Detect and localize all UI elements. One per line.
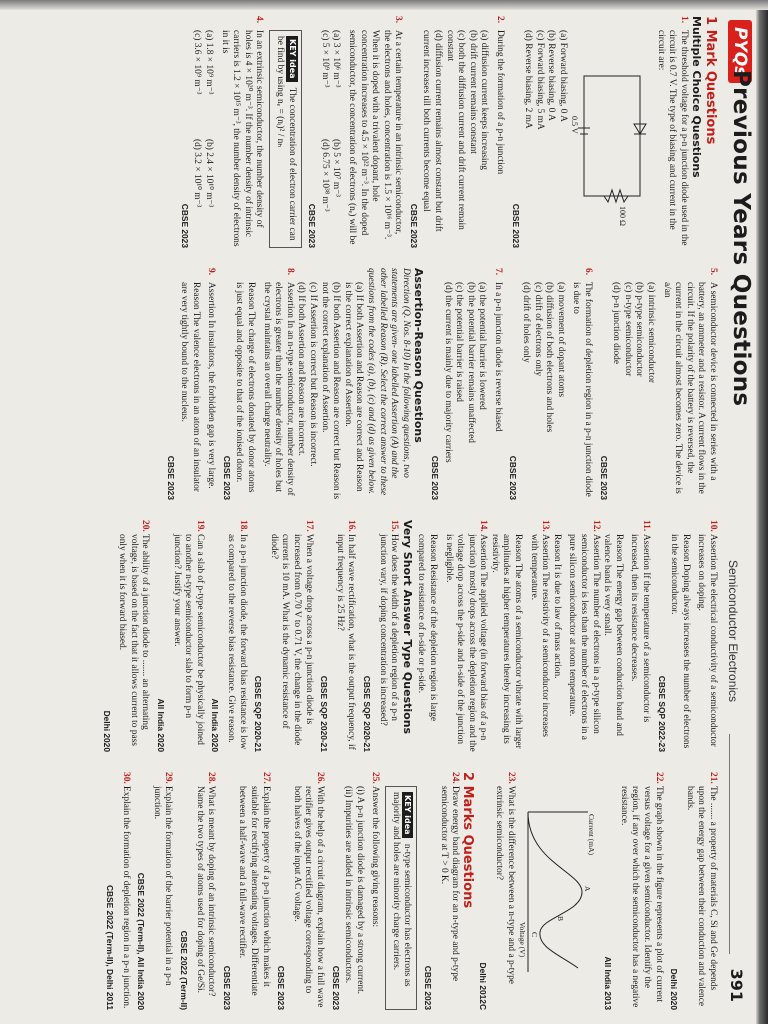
question-10	[695, 520, 718, 752]
question-4	[218, 16, 264, 248]
reason-text: Reason Doping always increases the number of electrons in the semiconductor.	[669, 534, 691, 749]
question-number: 2.	[495, 16, 506, 24]
question-number: 16.	[346, 520, 357, 532]
option: (d) diffusion current remains almost constant but drift current increases till both currents become equal	[421, 30, 444, 232]
option: (c) If Assertion is correct but Reason is incorrect.	[308, 282, 318, 467]
source-tag: CBSE 2023	[510, 203, 521, 248]
option: (d) 3.2 × 10¹⁰ m⁻³	[192, 139, 203, 208]
source-tag: All India 2013	[603, 956, 614, 1010]
key-idea-text: n-type semiconductor has electrons as majority and holes are minority charge carriers.	[390, 792, 413, 987]
question-number: 30.	[120, 772, 131, 784]
question-text: The threshold voltage for a p-n junction diode used in the circuit is 0.7 V. The type of biasing and current in the circuit are:	[655, 30, 689, 246]
source-tag: CBSE 2023	[179, 203, 190, 248]
options-grid	[318, 16, 341, 248]
reason-text: Reason The valence electrons in an atom of an insulator are very tightly bound to the nucleus.	[179, 282, 201, 492]
question-number: 27.	[260, 772, 271, 784]
option: (d) p-n junction diode	[611, 282, 622, 365]
question-17	[267, 520, 313, 752]
reason-text: Reason The energy gap between conduction band and valence band is very small.	[602, 534, 624, 736]
option: (a) diffusion current keeps increasing	[479, 30, 490, 170]
option: (c) Forward biasing, 5 mA	[534, 30, 545, 130]
question-text: Assertion In an n-type semiconductor, number density of electrons is greater than the number density of holes but the crystal maintains an overall charge neutrality.	[261, 282, 295, 496]
question-29	[150, 772, 173, 1010]
question-number: 24.	[450, 772, 461, 784]
question-text: In half wave rectification, what is the output frequency, if input frequency is 25 Hz?	[334, 534, 357, 750]
option: (b) 2.4 × 10¹⁰ m⁻³	[204, 139, 214, 208]
question-text: In a p-n junction diode is reverse biased	[492, 282, 503, 432]
section-heading: 1 Mark Questions	[703, 16, 718, 145]
question-text: In a p-n junction diode, the forward bias resistance is low as compared to the reverse bias resistance. Give reason.	[226, 534, 248, 750]
question-text: The formation of depletion region in a p-n junction diode is due to	[571, 282, 594, 497]
question-number: 9.	[206, 268, 217, 276]
option: (a) Forward biasing, 0 A	[558, 30, 569, 122]
question-number: 28.	[206, 772, 217, 784]
question-5	[660, 268, 718, 500]
question-14	[442, 520, 488, 752]
question-1	[654, 16, 689, 248]
question-30	[119, 772, 131, 1010]
question-21	[683, 772, 718, 1010]
column-1	[174, 16, 718, 248]
key-idea-label: KEY idea	[402, 792, 414, 838]
question-text: Assertion The electrical conductivity of a semiconductor increases on doping.	[696, 534, 718, 747]
question-text: Explain the formation of the barrier potential in a p-n junction.	[151, 786, 174, 986]
question-number: 11.	[641, 520, 652, 532]
source-tag: CBSE 2023	[423, 965, 434, 1010]
question-number: 29.	[163, 772, 174, 784]
graph-x-label: Voltage (V)	[517, 922, 527, 958]
question-number: 26.	[314, 772, 325, 784]
subsection-heading: Very Short Answer Type Questions	[400, 520, 414, 735]
option: (c) n-type semiconductor	[622, 282, 633, 377]
column-3	[96, 520, 718, 752]
column-2	[161, 268, 718, 500]
page-number: 391	[727, 968, 746, 1002]
option: (a) 3 × 10⁶ m⁻³	[331, 30, 342, 88]
question-text: In an extrinsic semiconductor, the number density of holes is 4 × 10²⁰ m⁻³. If the number density of intrinsic carriers is 1.2 × 10¹⁵ m⁻³, the number density of electrons in it is	[219, 30, 265, 247]
page-title: Previous Years Questions	[728, 70, 754, 407]
question-part: (ii) Impurities are added in intrinsic semiconductors.	[343, 786, 354, 984]
resistor-label: 100 Ω	[618, 206, 628, 226]
question-18	[224, 520, 247, 752]
question-number: 21.	[708, 772, 718, 784]
question-text: What is meant by doping of an intrinsic semiconductor? Name the two types of atoms used for doping of Ge/Si.	[194, 786, 217, 997]
question-text: When a voltage drop across a p-n junction diode is increased from 0.70 V to 0.71 V, the change in the diode current is 10 mA. What is the dynamic resistance of diode?	[268, 534, 314, 746]
source-tag: CBSE 2023	[221, 455, 232, 500]
option: (b) drift current remains constant	[467, 30, 478, 154]
question-number: 5.	[708, 268, 718, 276]
option: (c) drift of electrons only	[532, 282, 543, 377]
pyqs-logo: PYQs	[728, 20, 752, 83]
option: (a) movement of dopant atoms	[555, 282, 566, 398]
question-27	[236, 772, 271, 1010]
source-tag: All India 2020	[156, 698, 167, 752]
question-number: 10.	[708, 520, 718, 532]
question-text: Assertion The applied voltage (in forward bias of a p-n junction) mostly drops across the depletion region and the voltage drop across the p-side and n-side of the junction is negligible.	[443, 534, 489, 752]
option: (d) If both Assertion and Reason are incorrect.	[296, 282, 307, 456]
question-text: Assertion The number of electrons in a p-type silicon semiconductor is less than the number of electrons in a pure silicon semiconductor at room temperature.	[567, 534, 601, 740]
question-text: Assertion In insulators, the forbidden gap is very large.	[206, 282, 217, 489]
key-idea-box	[269, 30, 301, 248]
column-4	[99, 772, 718, 1010]
source-tag: CBSE 2023	[598, 455, 609, 500]
graph-y-label: Current (mA)	[586, 814, 596, 856]
option: (a) 1.8 × 10⁹ m⁻³	[204, 30, 214, 95]
option: (a) the potential barrier is lowered	[477, 282, 488, 410]
question-number: 18.	[237, 520, 248, 532]
option: (b) Reverse biasing, 0 A	[546, 30, 557, 121]
graph-point-label: C	[529, 932, 539, 938]
question-number: 1.	[678, 16, 689, 24]
question-number: 25.	[370, 772, 381, 784]
question-text: Explain the property of a p-n junction which makes it suitable for rectifying alternating voltages. Differentiate between a half-wave and a full-wave rectifier.	[237, 786, 271, 996]
question-number: 23.	[505, 772, 516, 784]
key-idea-text: The concentration of electron carrier can be find by using nₑ = (nᵢ)² / nₕ	[274, 36, 297, 241]
question-text: What is the difference between a n-type and a p-type extrinsic semiconductor?	[494, 786, 516, 984]
source-tag: CBSE 2023	[508, 455, 519, 500]
question-number: 7.	[492, 268, 503, 276]
question-8	[260, 268, 295, 500]
question-12	[566, 520, 601, 752]
reason-text: Reason The atoms of a semiconductor vibrate with larger amplitudes at higher temperatures thereby increasing its resistivity.	[489, 534, 524, 749]
source-tag: CBSE 2023	[408, 203, 419, 248]
source-tag: CBSE 2023	[221, 965, 232, 1010]
option: (c) the potential barrier is raised	[454, 282, 465, 402]
source-tag: CBSE 2022 (Term-II), All India 2020	[136, 872, 147, 1010]
source-tag: CBSE 2023	[307, 203, 318, 248]
question-text: At a certain temperature in an intrinsic semiconductor, the electrons and holes, concentration is 1.5 × 10¹⁶ m⁻³. When it is doped with a trivalent dopant, hole concentration increases to 4.5 × 10²² m⁻³. In the doped semiconductor, the concentration of electrons (nₑ) will be	[346, 30, 404, 245]
question-text: How does the width of a depletion region of a p-n junction vary, if doping concentration is increased?	[377, 534, 400, 726]
subsection-heading: Assertion-Reason Questions	[412, 268, 426, 443]
question-text: The ....... a property of materials C, Si and Ge depends upon the energy gap between their conduction and valence bands.	[684, 786, 718, 1007]
option: (c) both the diffusion current and drift current remain constant	[444, 30, 467, 230]
option: (d) the current is mainly due to majority carriers	[442, 282, 453, 463]
question-7	[491, 268, 503, 500]
options-grid	[191, 16, 214, 248]
question-text: The ability of a junction diode to ....... an alternating voltage, is based on the fact that it allows current to pass only when it is forward biased.	[117, 534, 151, 746]
question-text: With the help of a circuit diagram, explain how a full wave rectifier gives output rectified voltage corresponding to both halves of the input AC voltage.	[291, 786, 325, 1008]
page-left-edge	[0, 0, 768, 10]
question-text: During the formation of a p-n junction	[495, 30, 506, 175]
source-tag: CBSE 2022 (Term-II), Delhi 2011	[105, 884, 116, 1010]
question-text: Can a slab of p-type semiconductor be physically joined to another n-type semiconductor slab to form p-n junction? Justify your answer.	[171, 534, 205, 745]
option: (d) Reverse biasing, 2 mA	[523, 30, 534, 129]
option: (c) 3.6 × 10⁹ m⁻³	[192, 30, 203, 95]
question-part: (i) A p-n junction diode is damaged by a strong current.	[354, 786, 365, 995]
question-text: A semiconductor device is connected in series with a battery, an ammeter and a resistor. A current flows in the circuit. If the polarity of the battery is reversed, the current in the circuit almost becomes zero. The device is a/an	[661, 282, 718, 494]
graph-point-label: B	[555, 916, 565, 922]
source-tag: All India 2020	[210, 698, 221, 752]
graph-point-label: A	[582, 886, 592, 892]
question-13	[527, 520, 550, 752]
circuit-diagram	[572, 16, 650, 248]
question-3	[345, 16, 403, 248]
question-15	[376, 520, 399, 752]
question-text: Assertion If the temperature of a semiconductor is increased, then its resistance decreases.	[629, 534, 652, 723]
question-19	[170, 520, 205, 752]
source-tag: CBSE 2023	[429, 455, 440, 500]
source-tag: Delhi 2012C	[478, 962, 489, 1010]
option: (b) 5 × 10⁷ m⁻³	[331, 139, 342, 197]
source-tag: CBSE 2022 (Term-II)	[179, 930, 189, 1010]
iv-graph	[517, 772, 598, 1010]
key-idea-label: KEY idea	[286, 36, 298, 82]
header-rule	[729, 734, 730, 954]
question-number: 22.	[653, 772, 664, 784]
question-number: 13.	[540, 520, 551, 532]
question-number: 20.	[140, 520, 151, 532]
page-header	[722, 14, 754, 1010]
page-top-edge	[756, 0, 768, 1024]
question-22	[617, 772, 663, 1010]
question-text: Draw energy band diagram for an n-type and p-type semiconductor at T > 0 K.	[438, 786, 461, 982]
directions-text: Direction (Q. Nos. 8-10) In the following questions, two statements are given- one labelled Assertion (A) and the other labelled Reason (R). Select the correct answer to these questions from the codes (a), (b), (c) and (d) as given below.	[365, 268, 411, 496]
option: (b) p-type semiconductor	[634, 282, 645, 377]
question-26	[290, 772, 325, 1010]
source-tag: CBSE SQP 2020-21	[253, 675, 264, 752]
reason-text: Reason The charge of electrons donated by donor atoms is just equal and opposite to that of the ionised donor.	[234, 282, 257, 493]
question-text: Answer the following giving reasons:	[370, 786, 381, 928]
question-9	[205, 268, 217, 500]
question-text: Explain the formation of depletion region in a p-n junction.	[120, 786, 131, 1009]
question-number: 14.	[478, 520, 489, 532]
source-tag: CBSE SQP 2022-23	[656, 675, 667, 752]
question-11	[628, 520, 651, 752]
question-16	[333, 520, 356, 752]
source-tag: CBSE 2023	[166, 455, 177, 500]
question-number: 4.	[254, 16, 265, 24]
source-tag: Delhi 2020	[101, 710, 112, 752]
question-6	[570, 268, 593, 500]
option: (b) the potential barrier remains unaffected	[465, 282, 476, 443]
question-2	[493, 16, 505, 248]
option: (a) intrinsic semiconductor	[646, 282, 657, 384]
option: (a) If both Assertion and Reason are correct and Reason is the correct explanation of Assertion.	[342, 282, 365, 492]
question-number: 6.	[583, 268, 594, 276]
question-number: 12.	[590, 520, 601, 532]
reason-text: Reason It is due to law of mass action.	[551, 534, 562, 679]
key-idea-box	[385, 786, 417, 1010]
question-text: Assertion The resistivity of a semiconductor increases with temperature.	[528, 534, 551, 737]
source-label: 0.5 V	[570, 116, 580, 134]
question-number: 3.	[393, 16, 404, 24]
question-25	[369, 772, 381, 1010]
question-number: 8.	[284, 268, 295, 276]
question-20	[116, 520, 151, 752]
running-head: Semiconductor Electronics	[726, 560, 740, 703]
question-23	[492, 772, 515, 1010]
reason-text: Reason Resistance of the depletion region is large compared to resistance of n-side or p-side.	[416, 534, 438, 722]
question-number: 17.	[303, 520, 314, 532]
option: (c) 5 × 10⁹ m⁻³	[319, 30, 330, 88]
source-tag: Delhi 2020	[669, 968, 680, 1010]
question-number: 15.	[389, 520, 400, 532]
section-heading: 2 Marks Questions	[459, 772, 475, 909]
option: (b) If both Assertion and Reason are correct but Reason is not the correct explanation of Assertion.	[319, 282, 342, 500]
question-text: The graph shown in the figure represents a plot of current versus voltage for a given semiconductor. Identify the region, if any over which the semiconductor has a negative resistance.	[618, 786, 664, 1008]
question-28	[193, 772, 216, 1010]
question-number: 19.	[194, 520, 205, 532]
subsection-heading: Multiple Choice Questions	[690, 16, 704, 178]
source-tag: CBSE 2023	[276, 965, 287, 1010]
option: (b) diffusion of both electrons and holes	[544, 282, 555, 433]
source-tag: CBSE SQP 2020-21	[361, 675, 372, 752]
option: (d) 6.75 × 10³⁸ m⁻³	[319, 139, 330, 212]
source-tag: CBSE SQP 2020-21	[319, 675, 330, 752]
option: (d) drift of holes only	[521, 282, 532, 363]
question-24	[437, 772, 460, 1010]
source-tag: CBSE 2023	[330, 965, 341, 1010]
